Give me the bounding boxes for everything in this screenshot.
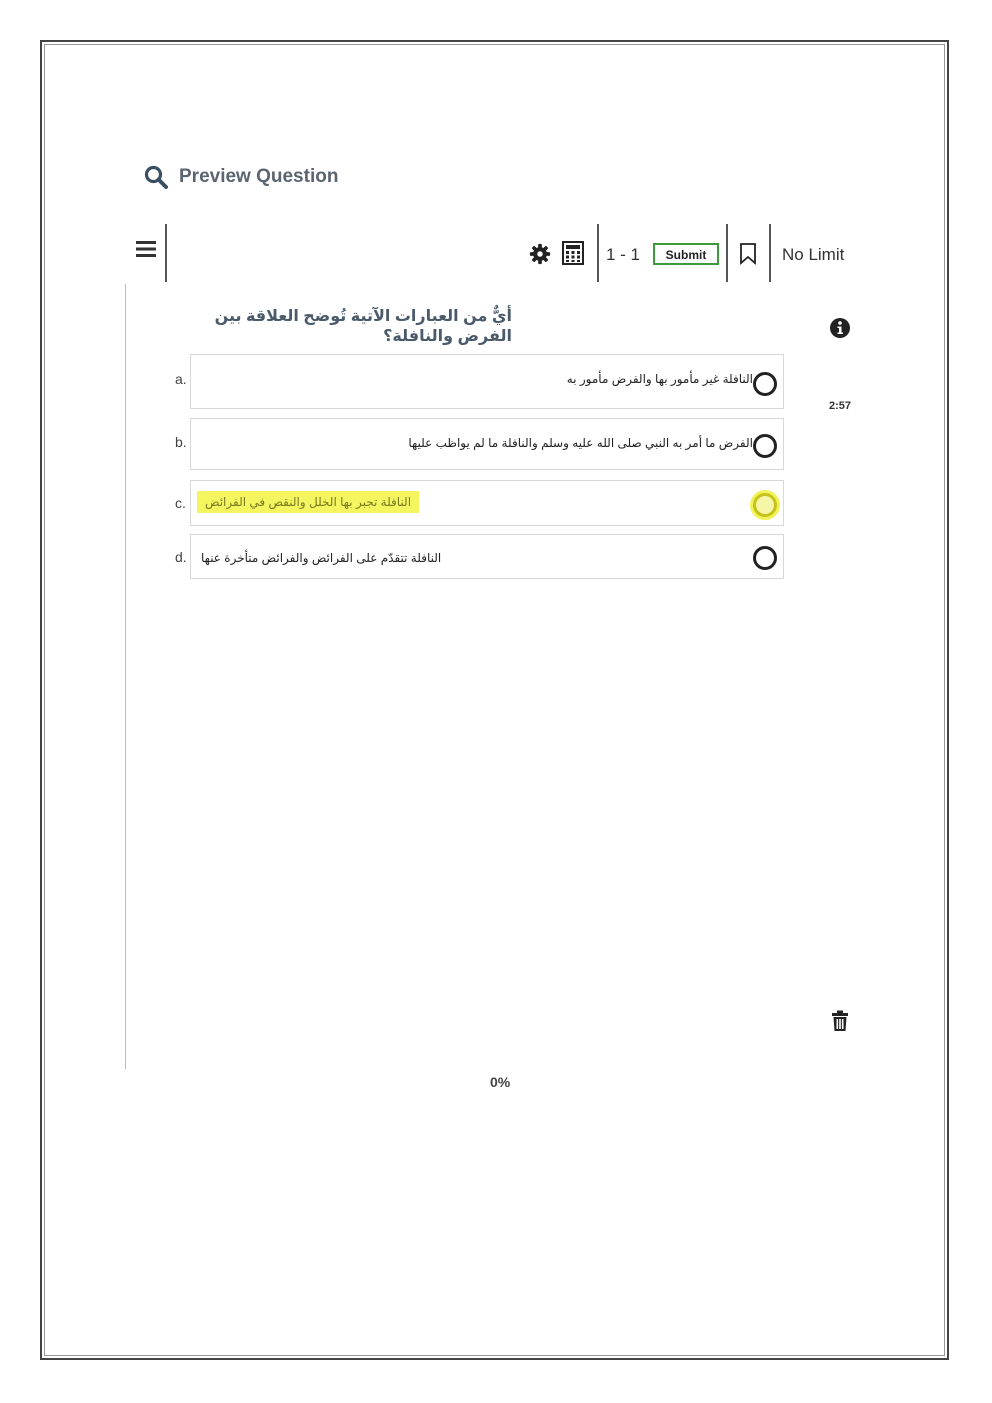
option-d[interactable] — [190, 534, 784, 579]
content-divider — [125, 284, 126, 1069]
divider — [597, 224, 599, 282]
option-b[interactable] — [190, 418, 784, 470]
option-c-text: النافلة تجبر بها الخلل والنقص في الفرائض — [197, 491, 419, 513]
question-counter: 1 - 1 — [606, 245, 641, 264]
divider — [769, 224, 771, 282]
option-d-text: النافلة تتقدّم على الفرائض والفرائض متأخرة عنها — [201, 551, 442, 565]
bookmark-icon[interactable] — [739, 243, 757, 265]
menu-icon[interactable] — [135, 238, 157, 260]
trash-icon[interactable] — [831, 1010, 849, 1032]
option-d-radio[interactable] — [753, 546, 777, 570]
option-b-text: الفرض ما أمر به النبي صلى الله عليه وسلم والنافلة ما لم يواظب عليها — [408, 436, 753, 450]
question-toolbar — [130, 224, 860, 282]
progress-percent: 0% — [490, 1074, 511, 1090]
option-letter-a: a. — [175, 371, 187, 387]
option-a-text: النافلة غير مأمور بها والفرض مأمور به — [566, 372, 753, 386]
option-letter-b: b. — [175, 434, 187, 450]
time-limit: No Limit — [782, 245, 845, 264]
calculator-icon[interactable] — [562, 241, 584, 265]
divider — [165, 224, 167, 282]
preview-header — [143, 164, 338, 190]
page-title: Preview Question — [179, 166, 339, 187]
option-b-radio[interactable] — [753, 434, 777, 458]
option-letter-c: c. — [175, 495, 186, 511]
info-icon[interactable] — [829, 317, 851, 339]
option-a[interactable] — [190, 354, 784, 409]
option-c-radio[interactable] — [753, 493, 777, 517]
search-icon — [143, 164, 169, 190]
option-letter-d: d. — [175, 549, 187, 565]
divider — [726, 224, 728, 282]
timer: 2:57 — [829, 400, 852, 412]
option-c[interactable] — [190, 480, 784, 526]
submit-button[interactable]: Submit — [653, 243, 719, 265]
gear-icon[interactable] — [529, 243, 551, 265]
question-text: أيٌّ من العبارات الآتية تُوضح العلاقة بين الفرض والنافلة؟ — [214, 308, 512, 345]
option-a-radio[interactable] — [753, 372, 777, 396]
